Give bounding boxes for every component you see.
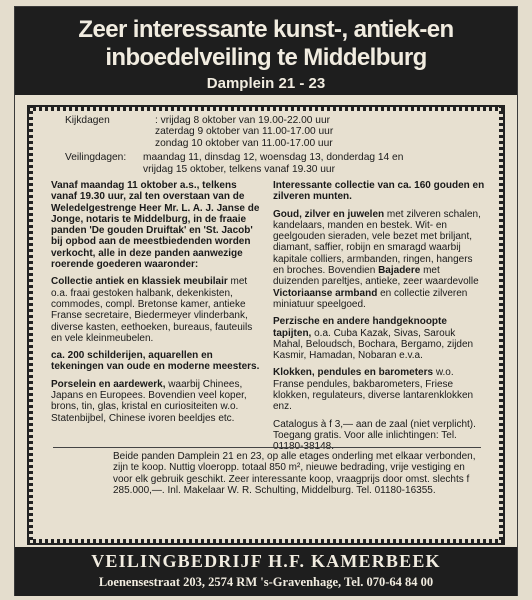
border-pattern-bottom bbox=[27, 539, 505, 545]
auction-days-label: Veilingdagen: bbox=[65, 152, 127, 164]
border-pattern-left bbox=[27, 105, 33, 545]
headline-line-1: Zeer interessante kunst-, antiek-en bbox=[78, 16, 454, 43]
advertisement bbox=[14, 6, 518, 596]
property-sale-text: Beide panden Damplein 21 en 23, op alle etages onderling met elkaar verbonden, zijn te koop. Nuttig vloeropp. totaal 850 m², nieuwe bedrading, vrije vestiging en voor elk gebruik geschikt. Zeer interessante koop, vraagprijs door omst. slechts f 285.000,—. Inl. Makelaar W. R. Schulting, Middelburg. Tel. 01180-16355. bbox=[53, 447, 481, 497]
porcelain-text: waarbij Chinees, Japans en Europees. Bovendien veel koper, brons, tin, glas, kristal en curiositeiten w.o. Statenbijbel, Chinese ivoren beeldjes etc. bbox=[51, 378, 247, 424]
viewing-days-label: Kijkdagen bbox=[65, 115, 110, 126]
carpets-title: Perzische en andere handgeknoopte tapijten, bbox=[273, 316, 447, 339]
carpets-paragraph bbox=[273, 316, 485, 361]
catalogue-paragraph: Catalogus à f 3,— aan de zaal (niet verplicht). Toegang gratis. Voor alle inlichtingen: Tel. 01180-38148. bbox=[273, 418, 476, 453]
border-pattern-right bbox=[499, 105, 505, 545]
auction-days-2: vrijdag 15 oktober, telkens vanaf 19.30 uur bbox=[143, 163, 335, 175]
jewelry-text-3: en collectie zilveren miniatuur speelgoed. bbox=[273, 287, 468, 310]
carpets-text: o.a. Cuba Kazak, Sivas, Sarouk Mahal, Beloudsch, Bochara, Bergamo, zijden Kasmir, Hamadan, Nobaran e.v.a. bbox=[273, 327, 474, 362]
furniture-title: Collectie antiek en klassiek meubilair bbox=[51, 276, 228, 288]
jewelry-text: met zilveren schalen, kandelaars, manden en bestek. Wit- en geelgouden sieraden, vele bezet met briljant, diamant, saffier, robijn en smaragd waarbij kapitale colliers, armbanden, ringen, hangers en broches. Bovendien bbox=[273, 208, 481, 277]
headline-banner bbox=[15, 7, 517, 95]
jewelry-text-2: met duizenden pareltjes, antieke, zeer waardevolle bbox=[273, 265, 479, 288]
bajadere-label: Bajadere bbox=[378, 265, 421, 277]
border-pattern-top bbox=[27, 105, 505, 111]
clocks-title: Klokken, pendules en barometers bbox=[273, 367, 434, 379]
viewing-schedule bbox=[65, 115, 485, 175]
auction-days-1: maandag 11, dinsdag 12, woensdag 13, donderdag 14 en bbox=[143, 152, 404, 164]
right-column bbox=[273, 180, 485, 459]
viewing-day-1: : vrijdag 8 oktober van 19.00-22.00 uur bbox=[155, 115, 330, 126]
coins-paragraph: Interessante collectie van ca. 160 gouden en zilveren munten. bbox=[273, 180, 485, 203]
company-name: VEILINGBEDRIJF H.F. KAMERBEEK bbox=[91, 551, 441, 571]
jewelry-paragraph bbox=[273, 209, 485, 311]
footer-banner bbox=[15, 547, 517, 596]
intro-text: Vanaf maandag 11 oktober a.s., telkens vanaf 19.30 uur, zal ten overstaan van de Weledelgestrenge Heer Mr. L. A. J. Janse de Jonge, notaris te Middelburg, in de fraaie panden 'De gouden Druiftak' en 'St. Jacob' bij opbod aan de meestbiedenden worden verkocht, alle in deze panden aanwezige roerende goederen waaronder: bbox=[51, 180, 260, 271]
jewelry-title: Goud, zilver en juwelen bbox=[273, 208, 385, 220]
furniture-paragraph bbox=[51, 276, 261, 344]
headline-line-2: inboedelveiling te Middelburg bbox=[105, 44, 427, 71]
furniture-text: met o.a. fraai gestoken halbank, dekenkisten, commodes, compl. Bretonse kamer, antieke Franse secretaire, Biedermeyer vlinderbank, diverse kasten, eethoeken, bureaus, fauteuils en vele kleinmeubelen. bbox=[51, 276, 253, 344]
porcelain-title: Porselein en aardewerk, bbox=[51, 378, 166, 390]
clocks-paragraph bbox=[273, 367, 485, 412]
viewing-day-3: zondag 10 oktober van 11.00-17.00 uur bbox=[155, 137, 333, 149]
paintings-paragraph: ca. 200 schilderijen, aquarellen en tekeningen van oude en moderne meesters. bbox=[51, 350, 260, 373]
victorian-armband-label: Victoriaanse armband bbox=[273, 287, 378, 299]
left-column bbox=[51, 180, 261, 430]
clocks-text: w.o. Franse pendules, bakbarometers, Friese klokken, regulateurs, diverse lantarenklokken enz. bbox=[273, 367, 474, 413]
property-sale-note bbox=[49, 445, 485, 535]
auction-address: Damplein 21 - 23 bbox=[206, 75, 326, 92]
porcelain-paragraph bbox=[51, 379, 261, 424]
viewing-day-2: zaterdag 9 oktober van 11.00-17.00 uur bbox=[155, 126, 334, 138]
company-contact: Loenensestraat 203, 2574 RM 's-Gravenhage, Tel. 070-64 84 00 bbox=[98, 575, 434, 589]
